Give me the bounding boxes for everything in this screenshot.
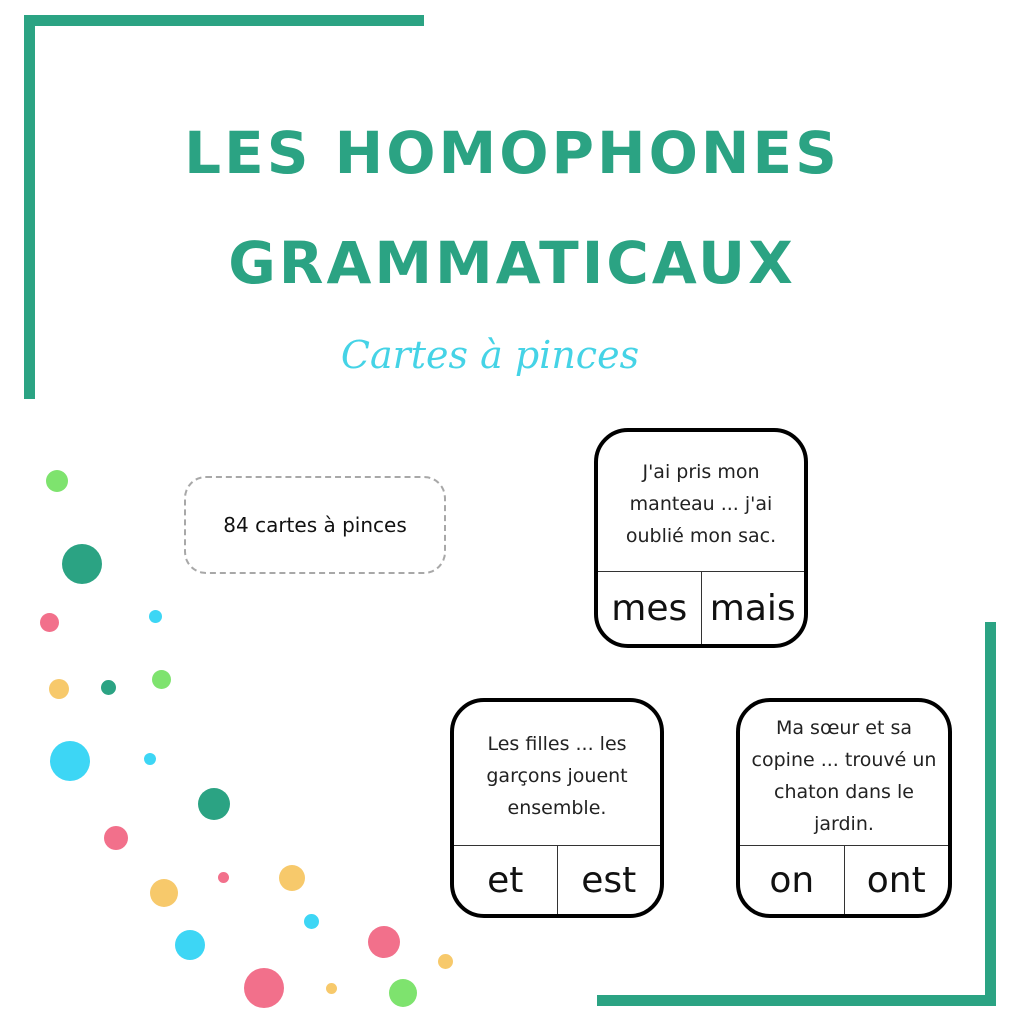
confetti-dot bbox=[244, 968, 284, 1008]
title-line-1: LES HOMOPHONES bbox=[184, 119, 840, 187]
confetti-dot bbox=[101, 680, 116, 695]
confetti-dot bbox=[152, 670, 171, 689]
card-answers bbox=[740, 845, 948, 914]
confetti-dot bbox=[175, 930, 205, 960]
card-answer-left: mes bbox=[611, 587, 688, 629]
confetti-dot bbox=[198, 788, 230, 820]
confetti-dot bbox=[46, 470, 68, 492]
card-answer-right: mais bbox=[701, 572, 805, 644]
confetti-dot bbox=[389, 979, 417, 1007]
confetti-dot bbox=[40, 613, 59, 632]
frame-top-left-horizontal bbox=[24, 15, 424, 26]
card-question: Les filles ... les garçons jouent ensemble. bbox=[486, 733, 628, 819]
confetti-dot bbox=[368, 926, 400, 958]
card-question: Ma sœur et sa copine ... trouvé un chaton dans le jardin. bbox=[751, 717, 937, 835]
confetti-dot bbox=[104, 826, 128, 850]
card-answer-left: on bbox=[769, 859, 815, 901]
frame-top-left-vertical bbox=[24, 15, 35, 399]
card-answer-right: ont bbox=[844, 846, 949, 914]
card-answers bbox=[454, 845, 660, 914]
confetti-dot bbox=[62, 544, 102, 584]
confetti-dot bbox=[144, 753, 156, 765]
card-count-label: 84 cartes à pinces bbox=[223, 513, 407, 537]
confetti-dot bbox=[218, 872, 229, 883]
frame-bottom-right-horizontal bbox=[597, 995, 996, 1006]
card-answers bbox=[598, 571, 804, 644]
card-count-box bbox=[184, 476, 446, 574]
title-line-2: GRAMMATICAUX bbox=[228, 229, 796, 297]
card-answer-right: est bbox=[557, 846, 661, 914]
confetti-dot bbox=[150, 879, 178, 907]
confetti-dot bbox=[279, 865, 305, 891]
card-answer-left: et bbox=[487, 859, 524, 901]
confetti-dot bbox=[304, 914, 319, 929]
confetti-dot bbox=[326, 983, 337, 994]
frame-bottom-right-vertical bbox=[985, 622, 996, 1006]
card-question: J'ai pris mon manteau ... j'ai oublié mon sac. bbox=[625, 461, 777, 547]
confetti-dot bbox=[49, 679, 69, 699]
clip-card-2 bbox=[450, 698, 664, 918]
subtitle: Cartes à pinces bbox=[340, 333, 640, 377]
confetti-dot bbox=[149, 610, 162, 623]
clip-card-3 bbox=[736, 698, 952, 918]
confetti-dot bbox=[50, 741, 90, 781]
confetti-dot bbox=[438, 954, 453, 969]
clip-card-1 bbox=[594, 428, 808, 648]
